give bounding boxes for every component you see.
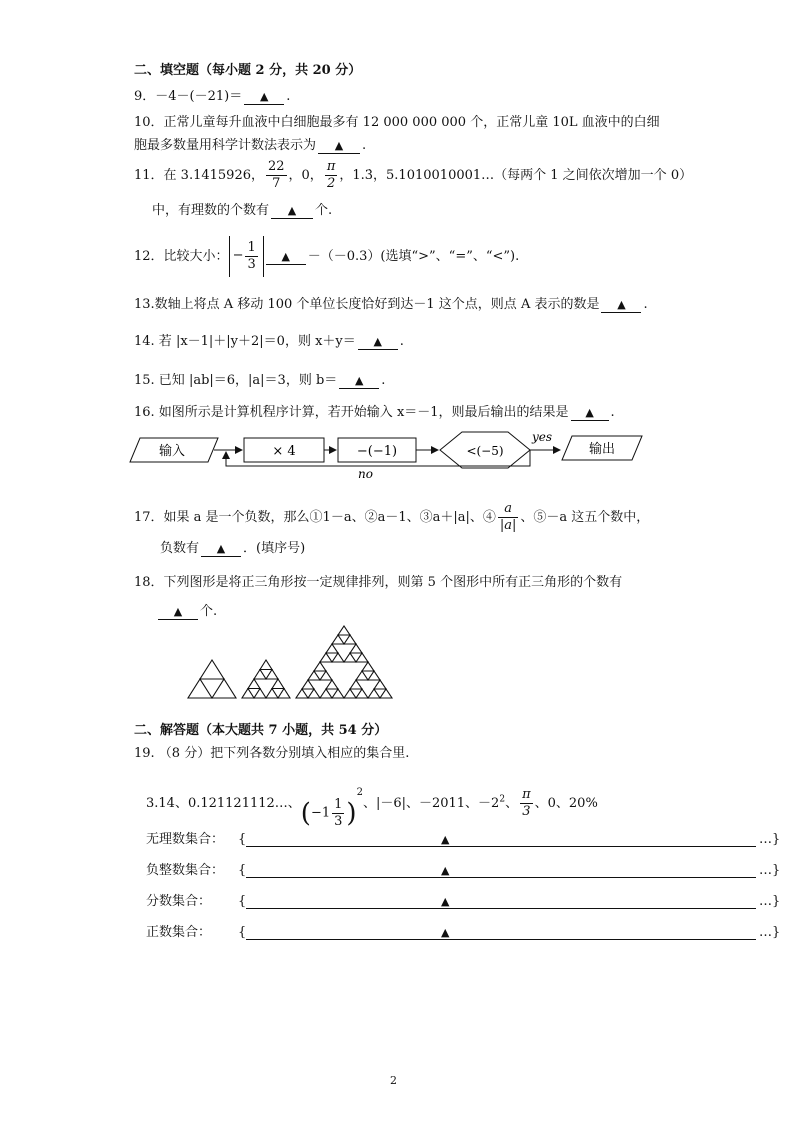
answer-triangle-icon: ▲ [216, 542, 226, 555]
q9-answer-blank[interactable] [244, 90, 284, 105]
answer-triangle-icon: ▲ [441, 895, 450, 908]
question-12: 12．比较大小： − $\frac{1}{3}$ ▲ －（－0.3）(选填“>”、“=”、“<”). [134, 236, 519, 277]
output-label: 输出 [588, 442, 616, 457]
answer-triangle-icon: ▲ [287, 204, 297, 217]
page-number: 2 [390, 1074, 397, 1087]
question-19-numbers: 3.14、0.121121112…、(−1 $\frac{1}{3}$ )$^2$、|－6|、－2011、$-2^2$、 $\frac{\pi}{3}$ 、0、20% [146, 770, 598, 837]
minus-neg-one-label: −(−1) [356, 444, 398, 459]
set-negative-integer-answer-line[interactable] [246, 877, 756, 878]
answer-triangle-icon: ▲ [355, 374, 364, 387]
set-fraction: 分数集合： { ▲ …} [146, 894, 781, 909]
fraction-pi-3: $\frac{\pi}{3}$ [522, 787, 531, 819]
yes-label: yes [532, 430, 553, 444]
question-18-line1: 18．下列图形是将正三角形按一定规律排列，则第 5 个图形中所有正三角形的个数有 [134, 575, 623, 590]
answer-triangle-icon: ▲ [260, 90, 269, 103]
triangle-figure-3 [296, 626, 392, 698]
fraction-pi-2: $\frac{\pi}{2}$ [326, 159, 336, 191]
q12-answer-blank[interactable] [266, 250, 306, 265]
question-18-line2: ▲ 个. [156, 603, 217, 621]
question-10-line1: 10．正常儿童每升血液中白细胞最多有 12 000 000 000 个，正常儿童 10L 血液中的白细 [134, 115, 660, 130]
set-negative-integer: 负整数集合： { ▲ …} [146, 863, 781, 878]
question-17-line2: 负数有 ▲ ．(填序号) [160, 541, 306, 556]
q9-number: 9． [134, 89, 156, 104]
q16-answer-blank[interactable] [571, 406, 609, 421]
answer-triangle-icon: ▲ [441, 864, 450, 877]
answer-triangle-icon: ▲ [173, 605, 183, 618]
set-irrational-answer-line[interactable] [246, 846, 756, 847]
q15-answer-blank[interactable] [339, 374, 379, 389]
fraction-22-7: $\frac{22}{7}$ [267, 159, 285, 191]
section-title-solutions: 二、解答题（本大题共 7 小题，共 54 分） [134, 723, 388, 738]
question-13: 13.数轴上将点 A 移动 100 个单位长度恰好到达－1 这个点，则点 A 表示的数是 ▲ . [134, 297, 648, 312]
set-irrational: 无理数集合： { ▲ …} [146, 832, 781, 847]
power-mixed-fraction: (−1 $\frac{1}{3}$ )$^2$ [300, 787, 363, 829]
section-title-fill-in: 二、填空题（每小题 2 分，共 20 分） [134, 63, 362, 78]
no-label: no [358, 467, 373, 480]
q10-answer-blank[interactable] [318, 139, 360, 154]
answer-triangle-icon: ▲ [585, 406, 594, 419]
answer-triangle-icon: ▲ [441, 833, 450, 846]
question-10-line2: 胞最多数量用科学计数法表示为 ▲ . [134, 138, 367, 153]
answer-triangle-icon: ▲ [281, 249, 290, 263]
q14-answer-blank[interactable] [358, 335, 398, 350]
question-16: 16. 如图所示是计算机程序计算，若开始输入 x＝－1，则最后输出的结果是 ▲ . [134, 405, 615, 420]
question-17-line1: 17．如果 a 是一个负数，那么①1－a、②a－1、③a＋|a|、④ $\frac{a}{|a|}$ 、⑤－a 这五个数中， [134, 501, 650, 533]
answer-triangle-icon: ▲ [334, 139, 344, 152]
q9-text: －4－(－21)＝ [155, 89, 243, 104]
question-9: 9．－4－(－21)＝ ▲ . [134, 89, 291, 104]
set-positive: 正数集合： { ▲ …} [146, 925, 781, 940]
program-flowchart [128, 428, 648, 480]
compare-label: <(−5) [466, 444, 504, 458]
question-19-title: 19. （8 分）把下列各数分别填入相应的集合里. [134, 746, 410, 761]
answer-triangle-icon: ▲ [441, 926, 450, 939]
answer-triangle-icon: ▲ [373, 335, 382, 348]
triangle-figure-2 [242, 660, 290, 698]
q17-answer-blank[interactable] [201, 542, 241, 557]
fraction-a-abs-a: $\frac{a}{|a|}$ [499, 501, 517, 533]
answer-triangle-icon: ▲ [617, 298, 626, 311]
input-label: 输入 [158, 444, 186, 459]
triangle-pattern-figures [180, 624, 420, 704]
abs-neg-one-third: − $\frac{1}{3}$ [229, 236, 264, 277]
question-14: 14. 若 |x－1|＋|y＋2|＝0，则 x＋y＝ ▲ . [134, 334, 404, 349]
question-11-line2: 中，有理数的个数有 ▲ 个. [152, 203, 333, 218]
triangle-figure-1 [188, 660, 236, 698]
question-15: 15. 已知 |ab|＝6，|a|＝3，则 b＝ ▲ . [134, 373, 386, 388]
q18-answer-blank[interactable] [158, 605, 198, 620]
q11-answer-blank[interactable] [271, 204, 313, 219]
set-fraction-answer-line[interactable] [246, 908, 756, 909]
question-11-line1: 11．在 3.1415926， $\frac{22}{7}$ ，0， $\frac{\pi}{2}$ ，1.3̇，5.1010010001…（每两个 1 之间依次增加一个 0） [134, 159, 693, 191]
set-positive-answer-line[interactable] [246, 939, 756, 940]
times-4-label: × 4 [272, 444, 296, 459]
q13-answer-blank[interactable] [601, 298, 641, 313]
